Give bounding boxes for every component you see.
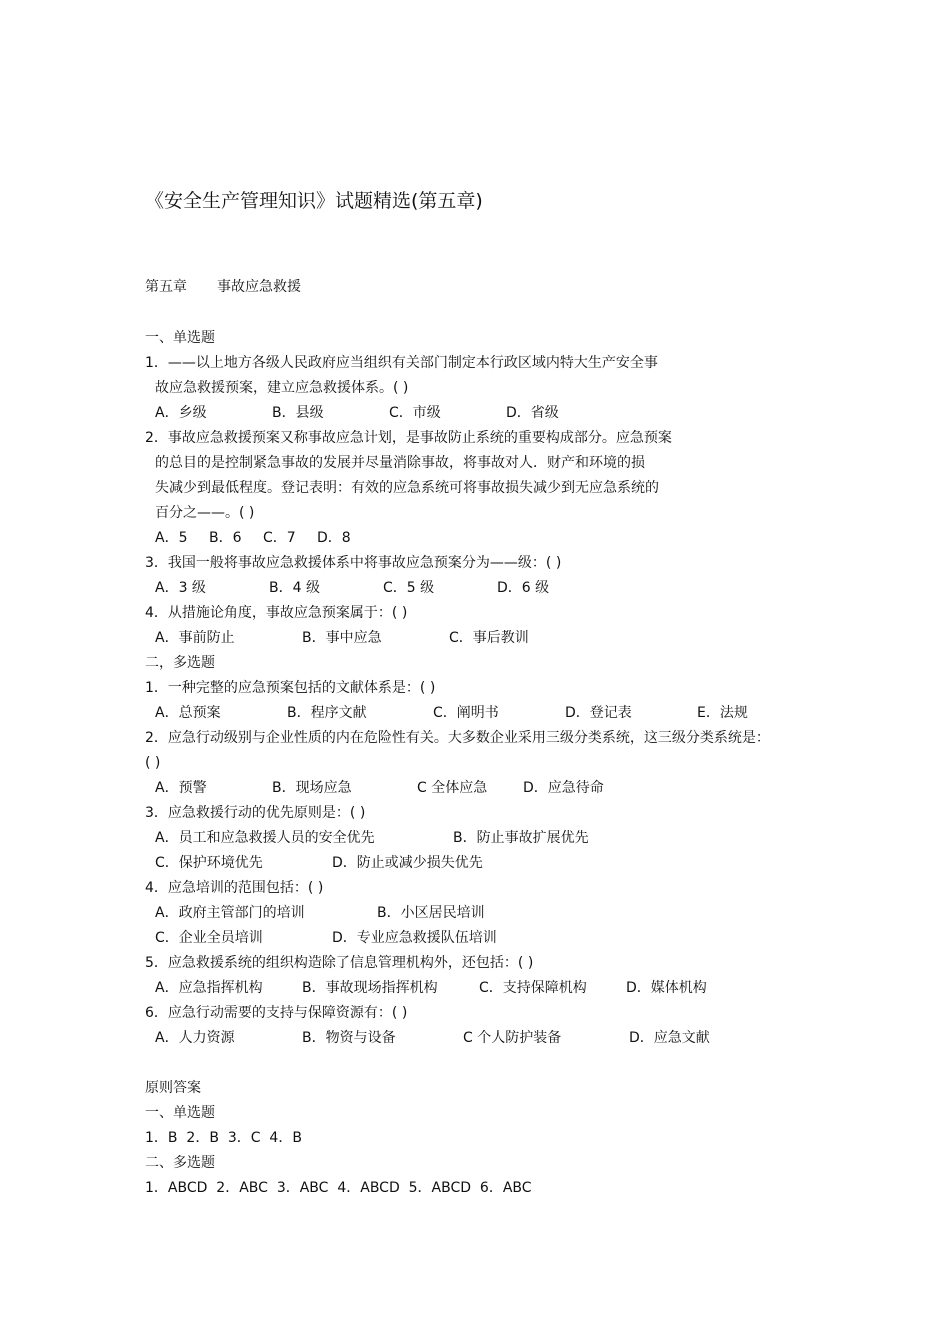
answers-multi: 1．ABCD 2．ABC 3．ABC 4．ABCD 5．ABCD 6．ABC — [145, 1180, 532, 1196]
option: E．法规 — [697, 705, 748, 721]
option: D．媒体机构 — [626, 980, 707, 996]
answers-single-heading: 一、单选题 — [145, 1105, 215, 1121]
option: C．阐明书 — [433, 705, 499, 721]
option: C．5 级 — [383, 580, 435, 596]
option: B．4 级 — [269, 580, 320, 596]
question-text: 2．应急行动级别与企业性质的内在危险性有关。大多数企业采用三级分类系统，这三级分类系统是： — [145, 730, 770, 746]
question-text: 3．我国一般将事故应急救援体系中将事故应急预案分为——级：( ) — [145, 555, 562, 571]
option: D．登记表 — [565, 705, 632, 721]
option: C．保护环境优先 — [155, 855, 263, 871]
question-text: 的总目的是控制紧急事故的发展并尽量消除事故，将事故对人．财产和环境的损 — [155, 455, 645, 471]
answers-single: 1．B 2．B 3．C 4．B — [145, 1130, 302, 1146]
question-text: 百分之——。( ) — [155, 505, 255, 521]
option: D．省级 — [506, 405, 559, 421]
option: D．6 级 — [497, 580, 550, 596]
options-row — [145, 701, 825, 726]
question-text: 6．应急行动需要的支持与保障资源有：( ) — [145, 1005, 408, 1021]
options-row — [145, 826, 825, 851]
option: B．程序文献 — [287, 705, 367, 721]
option: A．乡级 — [155, 405, 207, 421]
option: A．3 级 — [155, 580, 206, 596]
option: A．事前防止 — [155, 630, 235, 646]
option: A．5 — [155, 530, 188, 546]
chapter-heading — [145, 276, 301, 296]
document-body — [145, 326, 825, 1201]
chapter-number: 第五章 — [145, 279, 187, 295]
question-text: 1．——以上地方各级人民政府应当组织有关部门制定本行政区域内特大生产安全事 — [145, 355, 658, 371]
option: B．事中应急 — [302, 630, 382, 646]
option: B．事故现场指挥机构 — [302, 980, 438, 996]
option: B．物资与设备 — [302, 1030, 396, 1046]
option: C．事后教训 — [449, 630, 529, 646]
options-row — [145, 776, 825, 801]
option: C．市级 — [389, 405, 441, 421]
option: D．应急待命 — [523, 780, 604, 796]
options-row — [145, 526, 825, 551]
options-row — [145, 901, 825, 926]
question-text: 5．应急救援系统的组织构造除了信息管理机构外，还包括：( ) — [145, 955, 534, 971]
option: C 全体应急 — [417, 780, 488, 796]
option: A．员工和应急救援人员的安全优先 — [155, 830, 375, 846]
section-heading-multi: 二，多选题 — [145, 655, 215, 671]
options-row — [145, 1026, 825, 1051]
option: B．小区居民培训 — [377, 905, 485, 921]
question-text: 失减少到最低程度。登记表明：有效的应急系统可将事故损失减少到无应急系统的 — [155, 480, 659, 496]
document-title: 《安全生产管理知识》试题精选(第五章) — [145, 190, 483, 212]
options-row — [145, 401, 825, 426]
question-text: 3．应急救援行动的优先原则是：( ) — [145, 805, 366, 821]
chapter-name: 事故应急救援 — [217, 279, 301, 295]
option: B．6 — [209, 530, 242, 546]
options-row — [145, 926, 825, 951]
option: C．7 — [263, 530, 296, 546]
option: A．总预案 — [155, 705, 221, 721]
option: A．政府主管部门的培训 — [155, 905, 305, 921]
option: C 个人防护装备 — [463, 1030, 562, 1046]
options-row — [145, 626, 825, 651]
option: B．现场应急 — [272, 780, 352, 796]
options-row — [145, 976, 825, 1001]
answers-multi-heading: 二、多选题 — [145, 1155, 215, 1171]
options-row — [145, 576, 825, 601]
question-text: 4．从措施论角度，事故应急预案属于：( ) — [145, 605, 408, 621]
option: B．防止事故扩展优先 — [453, 830, 589, 846]
option: D．专业应急救援队伍培训 — [332, 930, 497, 946]
question-text: 1．一种完整的应急预案包括的文献体系是：( ) — [145, 680, 436, 696]
option: D．应急文献 — [629, 1030, 710, 1046]
option: B．县级 — [272, 405, 324, 421]
option: D．8 — [317, 530, 351, 546]
options-row — [145, 851, 825, 876]
question-text: ( ) — [145, 755, 161, 771]
option: A．应急指挥机构 — [155, 980, 263, 996]
option: C．企业全员培训 — [155, 930, 263, 946]
section-heading-single: 一、单选题 — [145, 330, 215, 346]
option: D．防止或减少损失优先 — [332, 855, 483, 871]
option: A．人力资源 — [155, 1030, 235, 1046]
question-text: 2．事故应急救援预案又称事故应急计划，是事故防止系统的重要构成部分。应急预案 — [145, 430, 672, 446]
question-text: 4．应急培训的范围包括：( ) — [145, 880, 324, 896]
answers-heading: 原则答案 — [145, 1080, 201, 1096]
option: A．预警 — [155, 780, 207, 796]
question-text: 故应急救援预案，建立应急救援体系。( ) — [155, 380, 409, 396]
option: C．支持保障机构 — [479, 980, 587, 996]
